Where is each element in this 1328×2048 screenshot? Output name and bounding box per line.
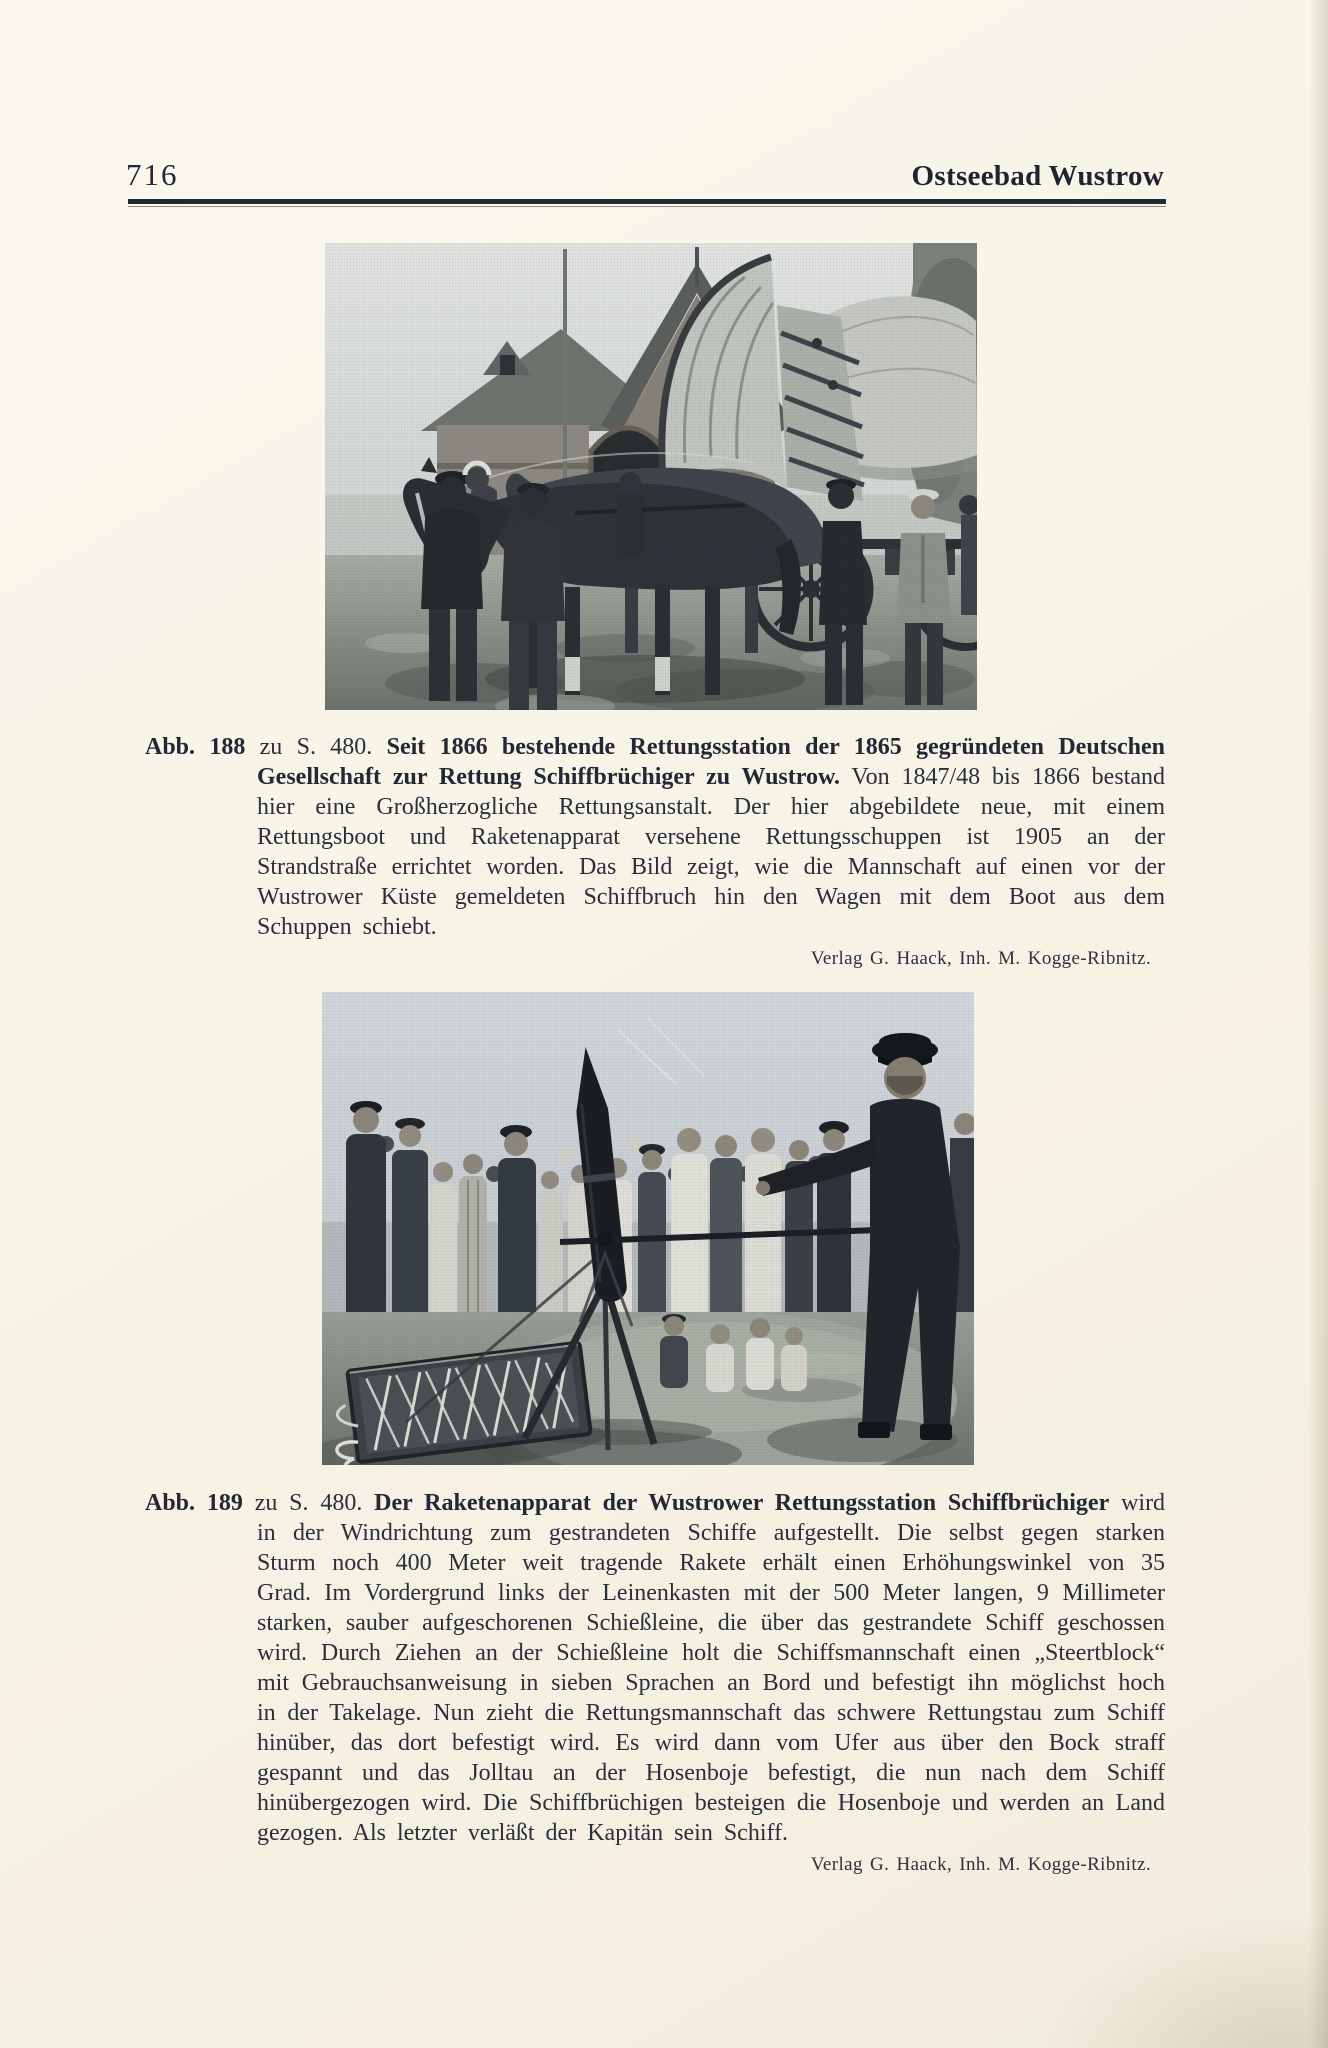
figure-credit: Verlag G. Haack, Inh. M. Kogge-Ribnitz.	[810, 1854, 1151, 1875]
figure-description: wird in der Windrichtung zum gestrandeten Schiffe aufgestellt. Die selbst gegen starken Sturm noch 400 Meter weit tragende Rakete erhält einen Erhöhungswinkel von 35 Grad. Im Vordergrund links der Leinenkasten mit der 500 Meter langen, 9 Millimeter starken, sauber aufgeschorenen Schießleine, die über das gestrandete Schiff geschossen wird. Durch Ziehen an der Schießleine holt die Schiffsmannschaft einen „Steertblock“ mit Gebrauchsanweisung in sieben Sprachen an Bord und befestigt ihn möglichst hoch in der Takelage. Nun zieht die Rettungsmannschaft das schwere Rettungstau zum Schiff hinüber, das dort befestigt wird. Es wird dann vom Ufer aus über den Bock straff gespannt und das Jolltau an der Hosenboje befestigt, die nun nach dem Schiff hinübergezogen wird. Die Schiffbrüchigen besteigen die Hosenboje und werden an Land gezogen. Als letzter verläßt der Kapitän sein Schiff.	[257, 1490, 1166, 1846]
running-header-title: Ostseebad Wustrow	[911, 160, 1164, 192]
header-rule	[128, 199, 1166, 207]
figure-description: Von 1847/48 bis 1866 bestand hier eine Großherzogliche Rettungsanstalt. Der hier abgebildete neue, mit einem Rettungsboot und Raketenapparat versehene Rettungsschuppen ist 1905 an der Strandstraße errichtet worden. Das Bild zeigt, wie die Mannschaft auf einen vor der Wustrower Küste gemeldeten Schiffbruch hin den Wagen mit dem Boot aus dem Schuppen schiebt.	[257, 764, 1165, 940]
figure-label: Abb. 188	[145, 734, 246, 760]
figure-title: Seit 1866 bestehende Rettungsstation der 1865 gegründeten Deutschen Gesellschaft zur Rettung Schiffbrüchiger zu Wustrow.	[257, 734, 1165, 790]
caption-text	[145, 1488, 1165, 1848]
caption-abb-189	[145, 1488, 1165, 1880]
figure-label: Abb. 189	[145, 1490, 243, 1516]
page-corner-shadow	[1028, 1908, 1328, 2048]
figure-credit: Verlag G. Haack, Inh. M. Kogge-Ribnitz.	[810, 948, 1151, 969]
figure-page-ref: zu S. 480.	[259, 734, 373, 760]
photo-abb-188-rescue-station	[325, 243, 977, 710]
caption-text	[145, 732, 1165, 942]
caption-abb-188	[145, 732, 1165, 974]
figure-title: Der Raketenapparat der Wustrower Rettungsstation Schiffbrüchiger	[374, 1490, 1110, 1516]
photo-abb-189-rocket-apparatus	[322, 992, 974, 1465]
page-number: 716	[126, 157, 179, 192]
page-edge-shadow	[1308, 0, 1328, 2048]
figure-page-ref: zu S. 480.	[254, 1490, 363, 1516]
